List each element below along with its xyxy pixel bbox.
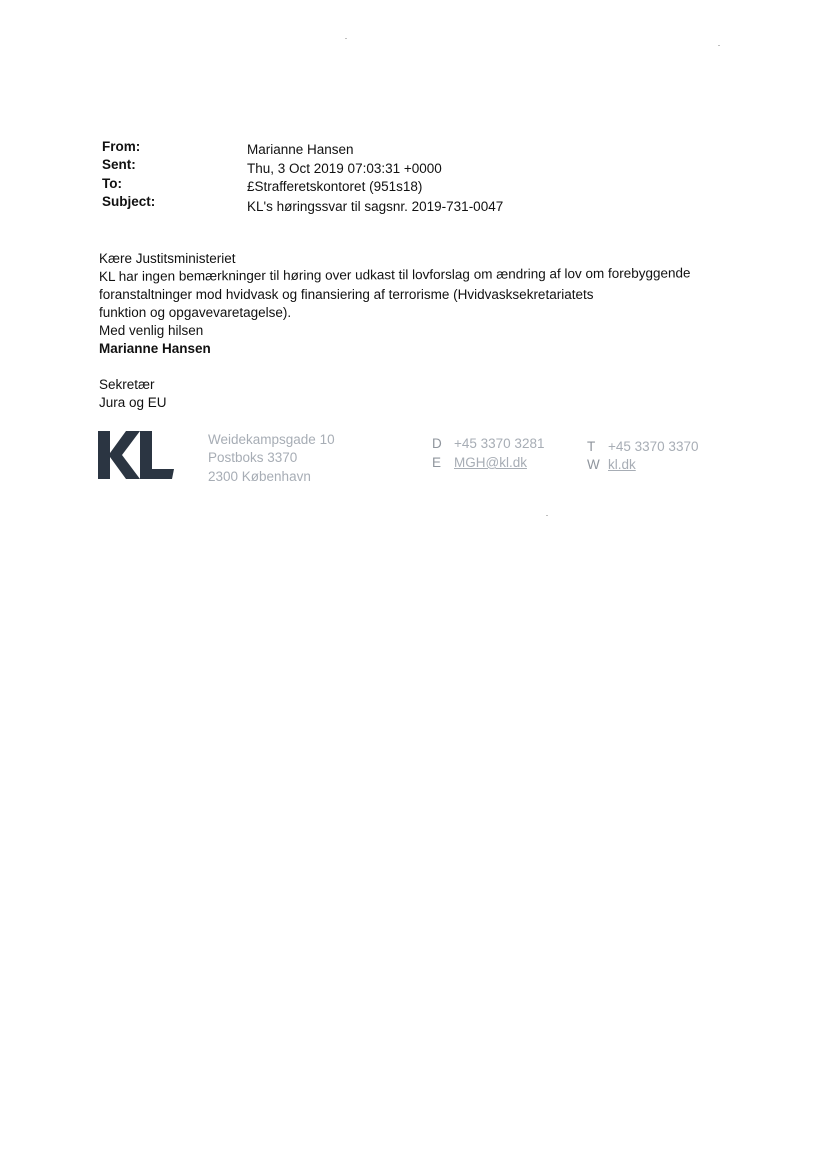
kl-logo [96, 429, 178, 481]
body-line-2: foranstaltninger mod hvidvask og finansiering af terrorisme (Hvidvasksekretariatets [99, 287, 594, 302]
scan-speck [546, 515, 548, 516]
body-line-1: KL har ingen bemærkninger til høring over udkast til lovforslag om ændring af lov om forebyggende [98, 265, 691, 284]
signature-block [99, 376, 167, 412]
signature-title: Sekretær [99, 377, 155, 392]
email-link[interactable]: MGH@kl.dk [454, 455, 527, 470]
email-label: E [432, 455, 442, 470]
address-line-3: 2300 København [208, 469, 311, 484]
sent-label: Sent: [102, 157, 136, 172]
from-value: Marianne Hansen [247, 142, 354, 157]
to-label: To: [102, 176, 122, 191]
web-link[interactable]: kl.dk [608, 457, 636, 472]
closing: Med venlig hilsen [99, 323, 204, 338]
scan-speck [345, 38, 347, 39]
web-label: W [587, 457, 600, 472]
tel-label: T [587, 439, 596, 454]
sender-name: Marianne Hansen [99, 341, 211, 356]
tel-phone: +45 3370 3370 [608, 439, 699, 454]
email-body [99, 250, 739, 358]
body-line-3: funktion og opgavevaretagelse). [99, 305, 292, 320]
direct-phone: +45 3370 3281 [454, 436, 545, 451]
greeting: Kære Justitsministeriet [99, 251, 236, 266]
scan-speck [718, 45, 720, 46]
address-line-1: Weidekampsgade 10 [208, 432, 335, 447]
to-value: £Strafferetskontoret (951s18) [247, 179, 423, 194]
signature-department: Jura og EU [99, 395, 167, 410]
direct-label: D [432, 436, 442, 451]
subject-value: KL's høringssvar til sagsnr. 2019-731-0047 [247, 199, 504, 214]
subject-label: Subject: [102, 194, 156, 209]
email-header [0, 0, 828, 220]
from-label: From: [102, 139, 141, 154]
address-line-2: Postboks 3370 [208, 450, 298, 465]
sent-value: Thu, 3 Oct 2019 07:03:31 +0000 [247, 161, 442, 176]
